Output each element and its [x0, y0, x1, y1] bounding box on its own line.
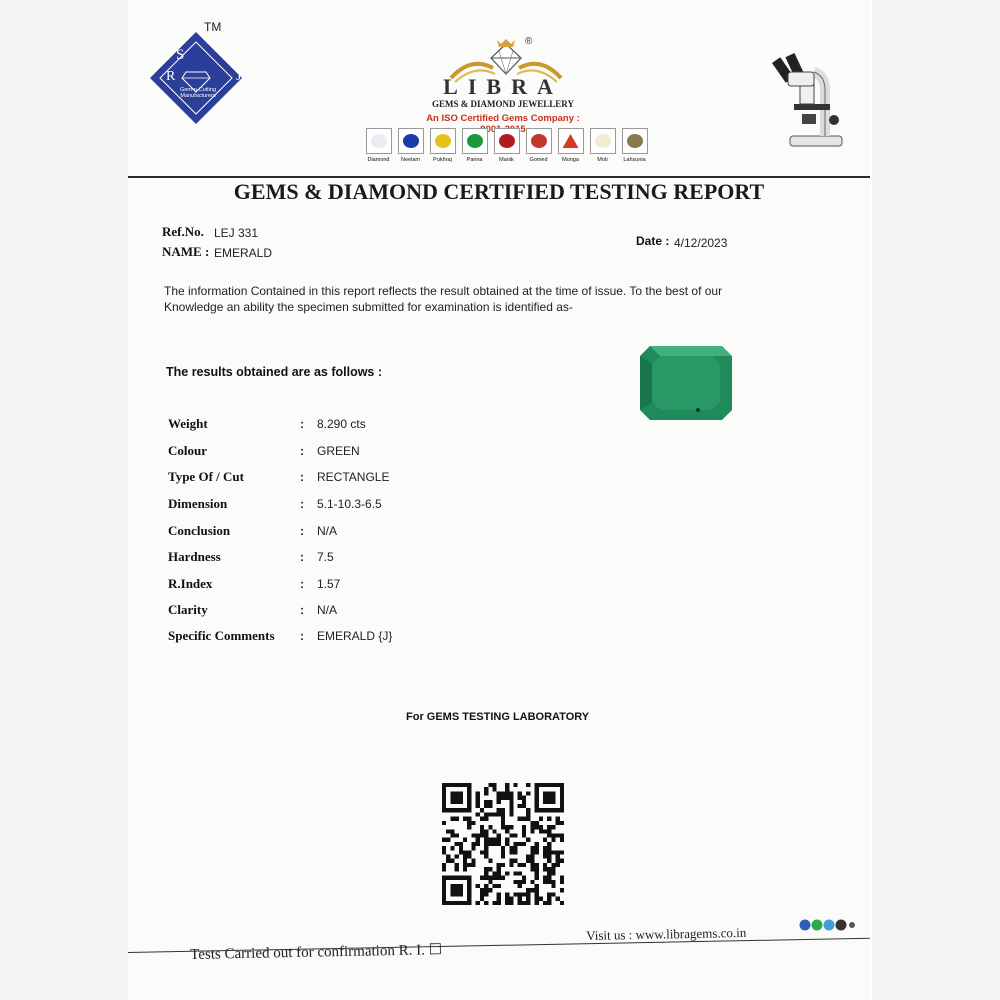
instagram-icon[interactable] — [849, 922, 855, 928]
header-divider — [128, 176, 870, 178]
row-colon: : — [300, 629, 304, 643]
panna-gem-icon — [467, 134, 483, 148]
manik-gem-icon — [499, 134, 515, 148]
intro-line-2: Knowledge an ability the specimen submitted for examination is identified as- — [164, 300, 573, 314]
date-label: Date : — [636, 234, 670, 248]
lahsunia-gem-icon — [627, 134, 643, 148]
diamond-gem-icon — [371, 134, 387, 148]
name-label: NAME : — [162, 244, 210, 259]
row-value-colour: GREEN — [317, 444, 360, 458]
registered-mark: ® — [525, 36, 533, 47]
right-background — [872, 0, 1000, 1000]
srj-letter-j: J — [236, 69, 242, 84]
name-value: EMERALD — [214, 246, 273, 260]
row-label-dimension: Dimension — [168, 496, 228, 511]
whatsapp-icon[interactable] — [812, 920, 823, 931]
date-value: 4/12/2023 — [674, 236, 728, 250]
gem-munga: Munga — [556, 128, 585, 163]
row-colon: : — [300, 603, 304, 617]
left-background — [0, 0, 128, 1000]
row-label-colour: Colour — [168, 443, 207, 458]
intro-line-1: The information Contained in this report reflects the result obtained at the time of issue. To the best of our — [164, 284, 723, 298]
emerald-gem-photo — [640, 346, 732, 420]
moti-gem-icon — [595, 134, 611, 148]
row-colon: : — [300, 470, 304, 484]
row-colon: : — [300, 550, 304, 564]
srj-letter-s: S — [176, 47, 185, 63]
row-colon: : — [300, 497, 304, 511]
row-colon: : — [300, 444, 304, 458]
youtube-icon[interactable] — [836, 920, 847, 931]
brand-subtitle: GEMS & DIAMOND JEWELLERY — [432, 99, 574, 109]
row-label-comments: Specific Comments — [168, 628, 275, 643]
gem-neelam: Neelam — [396, 128, 425, 163]
qr-code-icon — [430, 783, 576, 905]
row-value-conclusion: N/A — [317, 524, 338, 538]
tests-note: Tests Carried out for confirmation R. I. ☐ — [190, 942, 443, 963]
srj-letter-r: R — [166, 69, 176, 84]
lab-signature-line: For GEMS TESTING LABORATORY — [406, 711, 590, 723]
row-label-clarity: Clarity — [168, 602, 208, 617]
certificate-page — [128, 0, 870, 1000]
row-value-dimension: 5.1-10.3-6.5 — [317, 497, 382, 511]
row-label-hardness: Hardness — [168, 549, 221, 564]
srj-caption: Gem-n-Cutting Manufacturers — [179, 87, 217, 99]
ref-value: LEJ 331 — [214, 226, 259, 240]
srj-trademark: TM — [204, 20, 222, 34]
gem-panna: Panna — [460, 128, 489, 163]
twitter-icon[interactable] — [824, 920, 835, 931]
gem-gomed: Gomed — [524, 128, 553, 163]
row-value-rindex: 1.57 — [317, 577, 341, 591]
gem-lahsunia: Lahsunia — [620, 128, 649, 163]
microscope-icon — [770, 50, 850, 150]
results-table — [128, 416, 870, 656]
intro-text — [164, 283, 804, 315]
row-label-cut: Type Of / Cut — [168, 469, 244, 484]
row-colon: : — [300, 417, 304, 431]
row-label-conclusion: Conclusion — [168, 523, 231, 538]
pukhraj-gem-icon — [435, 134, 451, 148]
row-colon: : — [300, 524, 304, 538]
results-heading: The results obtained are as follows : — [166, 365, 383, 379]
brand-name: LIBRA — [443, 74, 563, 99]
ref-label: Ref.No. — [162, 224, 204, 239]
row-value-hardness: 7.5 — [317, 550, 334, 564]
gem-manik: Manik — [492, 128, 521, 163]
srj-logo-diamond-icon — [150, 32, 242, 124]
gem-icon-row — [364, 128, 654, 168]
row-value-cut: RECTANGLE — [317, 470, 390, 484]
row-label-weight: Weight — [168, 416, 208, 431]
report-title: GEMS & DIAMOND CERTIFIED TESTING REPORT — [233, 179, 765, 204]
neelam-gem-icon — [403, 134, 419, 148]
row-label-rindex: R.Index — [168, 576, 213, 591]
row-value-comments: EMERALD {J} — [317, 629, 393, 643]
gomed-gem-icon — [531, 134, 547, 148]
gem-diamond: Diamond — [364, 128, 393, 163]
facebook-icon[interactable] — [800, 920, 811, 931]
row-value-weight: 8.290 cts — [317, 417, 366, 431]
gem-moti: Moti — [588, 128, 617, 163]
row-colon: : — [300, 577, 304, 591]
munga-gem-icon — [563, 134, 579, 148]
social-icons — [799, 918, 855, 932]
row-value-clarity: N/A — [317, 603, 338, 617]
website-link[interactable]: Visit us : www.libragems.co.in — [586, 924, 747, 943]
gem-pukhraj: Pukhraj — [428, 128, 457, 163]
iso-certification: An ISO Certified Gems Company : — [426, 113, 580, 124]
